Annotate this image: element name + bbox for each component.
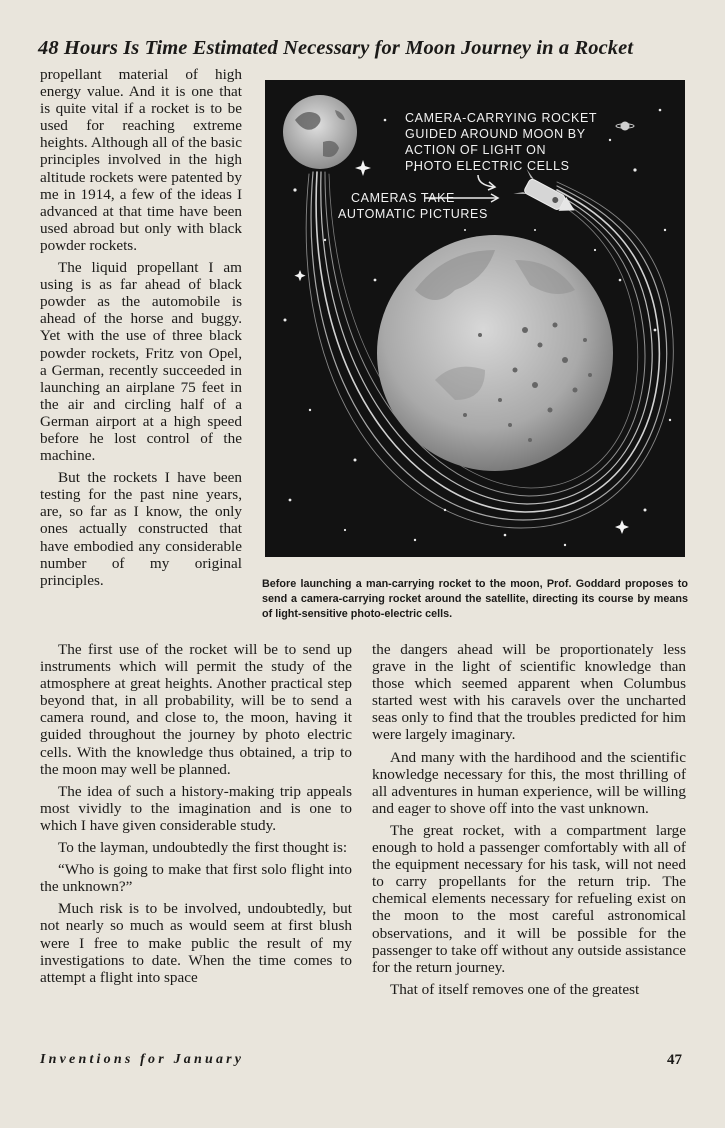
label-rocket: CAMERA-CARRYING ROCKET GUIDED AROUND MOON BY ACTION OF LIGHT ON PHOTO ELECTRIC CELLS: [405, 111, 597, 173]
paragraph: The first use of the rocket will be to send up instruments which will permit the study of the atmosphere at great heights. Another practical step beyond that, in all probability, will be to send a camera round, and close to, the moon, having it guided throughout the journey by photo electric cells. With the knowledge thus obtained, a trip to the moon may well be planned.: [40, 641, 352, 778]
paragraph: The great rocket, with a compartment large enough to hold a passenger comfortably with all of the equipment necessary for his task, will not need to carry propellants for the return trip. The chemical elements necessary for refueling exist on the moon to the most careful astronomical observations, and it will be possible for the passenger to take off without any outside assistance for the return journey.: [372, 821, 686, 976]
moon-rocket-illustration: [265, 80, 685, 557]
paragraph: The liquid propellant I am using is as far ahead of black powder as the automobile is ahead of the horse and buggy. Yet with the use of three black powder rockets, Fritz von Opel, a German, recently succeeded in launching an airplane 75 feet in the air and circling half of a German airport at a high speed before he lost control of the machine.: [40, 259, 242, 465]
page-headline: 48 Hours Is Time Estimated Necessary for Moon Journey in a Rocket: [38, 37, 634, 59]
paragraph: The idea of such a history-making trip appeals most vividly to the imagination and is one to which I have given considerable study.: [40, 782, 352, 834]
paragraph: But the rockets I have been testing for the past nine years, are, so far as I know, the only ones actually constructed that have embodied any considerable number of my original principles.: [40, 469, 242, 589]
paragraph: Much risk is to be involved, undoubtedly, but not nearly so much as would seem at first blush were I free to make public the result of my investigations to date. When the time comes to attempt a flight into space: [40, 900, 352, 986]
column-left-full: [40, 641, 352, 991]
planet-icon: [616, 122, 634, 131]
earth-icon: [283, 95, 357, 169]
moon-icon: [377, 235, 613, 471]
column-right: [372, 641, 686, 1003]
paragraph: That of itself removes one of the greatest: [390, 980, 640, 998]
label-cameras: CAMERAS TAKE AUTOMATIC PICTURES: [338, 191, 488, 221]
column-left-narrow: [40, 66, 242, 594]
illustration-caption: Before launching a man-carrying rocket to the moon, Prof. Goddard proposes to send a camera-carrying rocket around the satellite, directing its course by means of light-sensitive photo-electric cells.: [262, 578, 688, 620]
page-number: 47: [667, 1052, 682, 1068]
rocket-icon: [513, 169, 581, 223]
paragraph: And many with the hardihood and the scientific knowledge necessary for this, the most thrilling of all adventures in human experience, will be willing and eager to shove off into the vast unknown.: [372, 748, 686, 817]
paragraph: propellant material of high energy value. And it is one that is quite vital if a rocket is to be used for reaching extreme heights. Although all of the basic principles involved in the high altitude rockets were patented by me in 1914, a few of the ideas I advanced at that time have been used abroad but only with black powder rockets.: [40, 66, 242, 254]
footer-magazine-title: Inventions for January: [40, 1052, 245, 1067]
illustration-canvas: [265, 80, 685, 557]
paragraph: “Who is going to make that first solo flight into the unknown?”: [40, 861, 352, 896]
paragraph: the dangers ahead will be proportionately less grave in the light of scientific knowledge than those which seemed apparent when Columbus started west with his caravels over the uncharted seas only to find that the troubles predicted for him were largely imaginary.: [372, 641, 686, 744]
paragraph: To the layman, undoubtedly the first thought is:: [58, 839, 348, 857]
